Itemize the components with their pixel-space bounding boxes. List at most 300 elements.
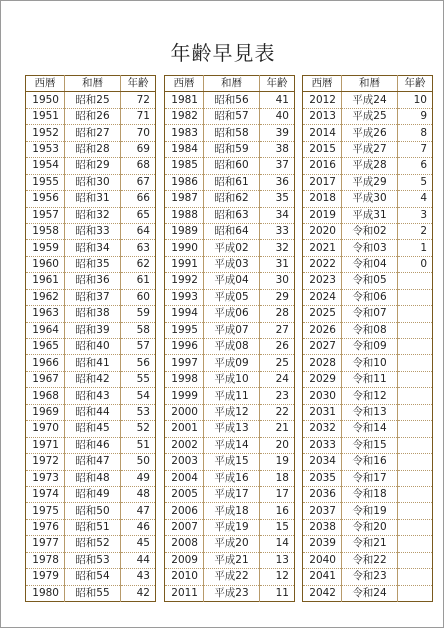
cell-wareki: 平成21 <box>204 552 260 568</box>
cell-seireki: 2021 <box>303 240 342 256</box>
table-row <box>26 339 156 355</box>
header-age: 年齢 <box>398 76 433 92</box>
cell-seireki: 2032 <box>303 421 342 437</box>
cell-seireki: 1970 <box>26 421 65 437</box>
cell-seireki: 1984 <box>165 141 204 157</box>
table-row <box>303 92 433 108</box>
cell-wareki: 令和18 <box>342 486 398 502</box>
cell-wareki: 令和16 <box>342 454 398 470</box>
cell-wareki: 平成02 <box>204 240 260 256</box>
cell-seireki: 2013 <box>303 108 342 124</box>
cell-wareki: 平成17 <box>204 486 260 502</box>
cell-age: 45 <box>121 536 156 552</box>
cell-age: 22 <box>260 404 295 420</box>
cell-seireki: 1972 <box>26 454 65 470</box>
cell-seireki: 1954 <box>26 158 65 174</box>
cell-wareki: 昭和52 <box>65 536 121 552</box>
cell-seireki: 2030 <box>303 388 342 404</box>
cell-age: 58 <box>121 322 156 338</box>
cell-age: 35 <box>260 191 295 207</box>
cell-age: 2 <box>398 223 433 239</box>
table-row <box>165 174 295 190</box>
cell-wareki: 昭和50 <box>65 503 121 519</box>
table-row <box>26 536 156 552</box>
cell-age: 30 <box>260 273 295 289</box>
table-row <box>165 108 295 124</box>
cell-seireki: 1966 <box>26 355 65 371</box>
cell-age: 13 <box>260 552 295 568</box>
cell-seireki: 1986 <box>165 174 204 190</box>
cell-age: 12 <box>260 569 295 585</box>
cell-age: 15 <box>260 519 295 535</box>
cell-wareki: 昭和36 <box>65 273 121 289</box>
cell-age <box>398 536 433 552</box>
cell-seireki: 1964 <box>26 322 65 338</box>
table-row <box>165 240 295 256</box>
cell-wareki: 平成25 <box>342 108 398 124</box>
cell-wareki: 昭和40 <box>65 339 121 355</box>
table-row <box>303 454 433 470</box>
table-row <box>26 404 156 420</box>
table-row <box>165 92 295 108</box>
cell-wareki: 平成07 <box>204 322 260 338</box>
table-row <box>26 552 156 568</box>
table-row <box>303 108 433 124</box>
table-row <box>165 388 295 404</box>
cell-seireki: 1975 <box>26 503 65 519</box>
table-row <box>26 503 156 519</box>
cell-age: 68 <box>121 158 156 174</box>
cell-age <box>398 486 433 502</box>
header-wareki: 和暦 <box>342 76 398 92</box>
cell-seireki: 2042 <box>309 586 336 599</box>
cell-age: 41 <box>260 92 295 108</box>
table-row <box>26 470 156 486</box>
cell-seireki: 1992 <box>165 273 204 289</box>
table-row <box>303 256 433 272</box>
cell-age: 65 <box>121 207 156 223</box>
cell-seireki: 1958 <box>26 223 65 239</box>
cell-seireki: 1977 <box>26 536 65 552</box>
cell-age <box>398 306 433 322</box>
table-row <box>165 569 295 585</box>
cell-wareki: 平成06 <box>204 306 260 322</box>
cell-seireki: 1999 <box>165 388 204 404</box>
cell-seireki: 2034 <box>303 454 342 470</box>
cell-seireki: 2036 <box>303 486 342 502</box>
cell-seireki: 1978 <box>26 552 65 568</box>
cell-seireki: 2016 <box>303 158 342 174</box>
table-row <box>26 92 156 108</box>
cell-wareki: 平成27 <box>342 141 398 157</box>
cell-age: 5 <box>398 174 433 190</box>
cell-age: 10 <box>398 92 433 108</box>
cell-age: 24 <box>260 371 295 387</box>
cell-age: 49 <box>121 470 156 486</box>
cell-wareki: 平成12 <box>204 404 260 420</box>
cell-seireki: 2028 <box>303 355 342 371</box>
table-row <box>165 158 295 174</box>
cell-age: 52 <box>121 421 156 437</box>
cell-wareki: 昭和59 <box>204 141 260 157</box>
cell-age: 9 <box>398 108 433 124</box>
cell-wareki: 平成08 <box>204 339 260 355</box>
cell-age: 48 <box>121 486 156 502</box>
cell-seireki: 1960 <box>26 256 65 272</box>
cell-seireki: 1989 <box>165 223 204 239</box>
cell-seireki: 2040 <box>303 552 342 568</box>
cell-seireki: 1951 <box>26 108 65 124</box>
table-row <box>26 256 156 272</box>
cell-age: 50 <box>121 454 156 470</box>
cell-seireki: 1991 <box>165 256 204 272</box>
cell-wareki: 平成24 <box>342 92 398 108</box>
cell-seireki: 2037 <box>303 503 342 519</box>
cell-wareki: 昭和47 <box>65 454 121 470</box>
table-row <box>165 306 295 322</box>
cell-wareki: 昭和56 <box>204 92 260 108</box>
cell-seireki: 1956 <box>26 191 65 207</box>
cell-seireki: 1961 <box>26 273 65 289</box>
cell-age: 28 <box>260 306 295 322</box>
cell-age <box>398 470 433 486</box>
table-row <box>303 552 433 568</box>
table-row <box>26 240 156 256</box>
table-row <box>26 322 156 338</box>
table-row <box>165 223 295 239</box>
cell-seireki: 1983 <box>165 125 204 141</box>
table-row <box>303 339 433 355</box>
cell-wareki: 平成28 <box>342 158 398 174</box>
cell-seireki: 2027 <box>303 339 342 355</box>
table-row <box>303 306 433 322</box>
cell-seireki: 1993 <box>165 289 204 305</box>
cell-age: 59 <box>121 306 156 322</box>
cell-seireki: 2018 <box>303 191 342 207</box>
cell-seireki: 1950 <box>26 92 65 108</box>
cell-wareki: 昭和45 <box>65 421 121 437</box>
cell-wareki: 昭和49 <box>65 486 121 502</box>
cell-age: 54 <box>121 388 156 404</box>
cell-age: 61 <box>121 273 156 289</box>
table-row <box>303 273 433 289</box>
table-row <box>26 437 156 453</box>
cell-age <box>398 355 433 371</box>
cell-wareki: 令和23 <box>342 569 398 585</box>
table-row <box>26 289 156 305</box>
cell-seireki: 2009 <box>165 552 204 568</box>
cell-age: 55 <box>121 371 156 387</box>
cell-seireki: 1969 <box>26 404 65 420</box>
cell-seireki: 1988 <box>165 207 204 223</box>
cell-wareki: 昭和31 <box>65 191 121 207</box>
cell-age: 29 <box>260 289 295 305</box>
cell-seireki: 2000 <box>165 404 204 420</box>
cell-seireki: 2026 <box>303 322 342 338</box>
table-row <box>165 404 295 420</box>
cell-age: 71 <box>121 108 156 124</box>
cell-seireki: 2035 <box>303 470 342 486</box>
cell-age: 16 <box>260 503 295 519</box>
cell-seireki: 1997 <box>165 355 204 371</box>
cell-wareki: 平成14 <box>204 437 260 453</box>
table-row <box>303 289 433 305</box>
cell-age <box>398 421 433 437</box>
table-row <box>26 306 156 322</box>
cell-wareki: 昭和29 <box>65 158 121 174</box>
cell-seireki: 2007 <box>165 519 204 535</box>
table-row <box>26 569 156 585</box>
cell-age: 19 <box>260 454 295 470</box>
table-row <box>26 273 156 289</box>
cell-age: 34 <box>260 207 295 223</box>
table-row <box>303 191 433 207</box>
cell-wareki: 令和09 <box>342 339 398 355</box>
header-age: 年齢 <box>121 76 156 92</box>
table-row <box>303 388 433 404</box>
cell-age: 44 <box>121 552 156 568</box>
cell-age <box>398 454 433 470</box>
table-row <box>303 437 433 453</box>
cell-age: 23 <box>260 388 295 404</box>
cell-seireki: 2010 <box>165 569 204 585</box>
cell-age: 11 <box>260 585 295 601</box>
cell-seireki: 1994 <box>165 306 204 322</box>
cell-wareki: 昭和26 <box>65 108 121 124</box>
table-row <box>303 536 433 552</box>
cell-seireki: 1985 <box>165 158 204 174</box>
cell-age: 18 <box>260 470 295 486</box>
table-header-row <box>303 76 433 92</box>
cell-seireki: 1995 <box>165 322 204 338</box>
table-row <box>165 454 295 470</box>
cell-wareki: 昭和62 <box>204 191 260 207</box>
cell-age <box>398 273 433 289</box>
cell-wareki: 昭和54 <box>65 569 121 585</box>
cell-wareki: 令和02 <box>342 223 398 239</box>
cell-seireki: 1998 <box>165 371 204 387</box>
cell-age: 64 <box>121 223 156 239</box>
cell-age: 1 <box>398 240 433 256</box>
cell-wareki: 昭和25 <box>65 92 121 108</box>
cell-wareki: 昭和44 <box>65 404 121 420</box>
cell-age: 27 <box>260 322 295 338</box>
cell-seireki: 2023 <box>303 273 342 289</box>
cell-seireki: 2024 <box>303 289 342 305</box>
cell-seireki: 1974 <box>26 486 65 502</box>
cell-age: 17 <box>260 486 295 502</box>
cell-age <box>398 503 433 519</box>
cell-seireki: 1955 <box>26 174 65 190</box>
cell-wareki: 平成26 <box>342 125 398 141</box>
cell-seireki: 2008 <box>165 536 204 552</box>
cell-age <box>398 585 433 601</box>
cell-age <box>398 404 433 420</box>
table-row <box>26 486 156 502</box>
cell-wareki: 昭和46 <box>65 437 121 453</box>
cell-wareki: 平成22 <box>204 569 260 585</box>
cell-age: 63 <box>121 240 156 256</box>
cell-wareki: 令和11 <box>342 371 398 387</box>
cell-wareki: 昭和34 <box>65 240 121 256</box>
cell-age: 0 <box>398 256 433 272</box>
cell-age: 32 <box>260 240 295 256</box>
table-row <box>165 536 295 552</box>
cell-seireki: 2006 <box>165 503 204 519</box>
cell-wareki: 令和10 <box>342 355 398 371</box>
cell-wareki: 昭和63 <box>204 207 260 223</box>
table-row <box>165 371 295 387</box>
cell-seireki: 2001 <box>165 421 204 437</box>
cell-age <box>398 322 433 338</box>
cell-age: 60 <box>121 289 156 305</box>
table-row <box>303 223 433 239</box>
cell-wareki: 昭和39 <box>65 322 121 338</box>
cell-wareki: 令和21 <box>342 536 398 552</box>
cell-age: 4 <box>398 191 433 207</box>
cell-wareki: 平成11 <box>204 388 260 404</box>
cell-seireki: 1952 <box>26 125 65 141</box>
cell-wareki: 令和24 <box>342 585 398 601</box>
age-table-1 <box>25 75 156 602</box>
cell-seireki: 2002 <box>165 437 204 453</box>
table-row <box>165 585 295 601</box>
cell-wareki: 平成03 <box>204 256 260 272</box>
table-row <box>303 240 433 256</box>
cell-age: 56 <box>121 355 156 371</box>
cell-age: 8 <box>398 125 433 141</box>
table-row <box>165 355 295 371</box>
cell-age <box>398 552 433 568</box>
cell-seireki: 2015 <box>303 141 342 157</box>
table-row <box>165 437 295 453</box>
cell-age: 42 <box>121 585 156 601</box>
table-row <box>303 404 433 420</box>
cell-wareki: 令和08 <box>342 322 398 338</box>
cell-seireki: 2004 <box>165 470 204 486</box>
table-row <box>26 585 156 601</box>
table-row <box>26 158 156 174</box>
cell-wareki: 令和14 <box>342 421 398 437</box>
table-row <box>303 322 433 338</box>
cell-wareki: 昭和53 <box>65 552 121 568</box>
table-row <box>165 470 295 486</box>
table-row <box>303 355 433 371</box>
cell-seireki: 2019 <box>303 207 342 223</box>
table-row <box>165 519 295 535</box>
cell-wareki: 昭和27 <box>65 125 121 141</box>
cell-seireki: 2022 <box>303 256 342 272</box>
cell-seireki: 1967 <box>26 371 65 387</box>
table-row <box>165 503 295 519</box>
cell-age: 38 <box>260 141 295 157</box>
cell-wareki: 令和15 <box>342 437 398 453</box>
cell-seireki: 2025 <box>303 306 342 322</box>
cell-wareki: 令和04 <box>342 256 398 272</box>
header-wareki: 和暦 <box>204 76 260 92</box>
cell-seireki: 2033 <box>303 437 342 453</box>
table-row <box>165 256 295 272</box>
cell-wareki: 平成20 <box>204 536 260 552</box>
cell-wareki: 令和12 <box>342 388 398 404</box>
cell-age: 31 <box>260 256 295 272</box>
table-row <box>165 125 295 141</box>
cell-wareki: 昭和38 <box>65 306 121 322</box>
cell-seireki: 1979 <box>26 569 65 585</box>
cell-age <box>398 371 433 387</box>
cell-wareki: 令和03 <box>342 240 398 256</box>
cell-wareki: 平成23 <box>204 585 260 601</box>
cell-wareki: 昭和28 <box>65 141 121 157</box>
cell-age: 43 <box>121 569 156 585</box>
table-row <box>26 191 156 207</box>
cell-wareki: 令和13 <box>342 404 398 420</box>
cell-wareki: 平成15 <box>204 454 260 470</box>
header-seireki: 西暦 <box>165 76 204 92</box>
table-row <box>26 125 156 141</box>
table-row <box>165 339 295 355</box>
cell-seireki: 1971 <box>26 437 65 453</box>
cell-age: 6 <box>398 158 433 174</box>
table-row <box>303 421 433 437</box>
cell-seireki: 2038 <box>303 519 342 535</box>
cell-age: 20 <box>260 437 295 453</box>
cell-age: 40 <box>260 108 295 124</box>
cell-seireki: 2031 <box>303 404 342 420</box>
table-row <box>303 503 433 519</box>
cell-seireki: 2005 <box>165 486 204 502</box>
cell-wareki: 昭和30 <box>65 174 121 190</box>
cell-seireki: 1982 <box>165 108 204 124</box>
cell-seireki: 1968 <box>26 388 65 404</box>
cell-seireki: 1987 <box>165 191 204 207</box>
table-row <box>165 273 295 289</box>
cell-seireki: 1976 <box>26 519 65 535</box>
cell-seireki: 1957 <box>26 207 65 223</box>
cell-seireki: 2020 <box>303 223 342 239</box>
table-row <box>26 108 156 124</box>
cell-wareki: 平成18 <box>204 503 260 519</box>
cell-wareki: 昭和60 <box>204 158 260 174</box>
cell-wareki: 令和06 <box>342 289 398 305</box>
cell-wareki: 令和20 <box>342 519 398 535</box>
cell-age <box>398 289 433 305</box>
cell-seireki: 1973 <box>26 470 65 486</box>
table-row <box>303 486 433 502</box>
table-row <box>165 141 295 157</box>
cell-age: 14 <box>260 536 295 552</box>
cell-wareki: 平成10 <box>204 371 260 387</box>
cell-wareki: 平成16 <box>204 470 260 486</box>
table-row <box>26 388 156 404</box>
cell-wareki: 昭和43 <box>65 388 121 404</box>
cell-wareki: 昭和33 <box>65 223 121 239</box>
cell-wareki: 平成29 <box>342 174 398 190</box>
table-row <box>26 207 156 223</box>
cell-wareki: 平成19 <box>204 519 260 535</box>
cell-age: 21 <box>260 421 295 437</box>
cell-wareki: 昭和57 <box>204 108 260 124</box>
cell-age: 69 <box>121 141 156 157</box>
cell-seireki: 1965 <box>26 339 65 355</box>
table-row <box>303 371 433 387</box>
cell-seireki: 2017 <box>303 174 342 190</box>
cell-age <box>398 569 433 585</box>
table-row <box>303 174 433 190</box>
cell-wareki: 昭和37 <box>65 289 121 305</box>
table-row <box>165 486 295 502</box>
cell-seireki: 1980 <box>32 586 59 599</box>
